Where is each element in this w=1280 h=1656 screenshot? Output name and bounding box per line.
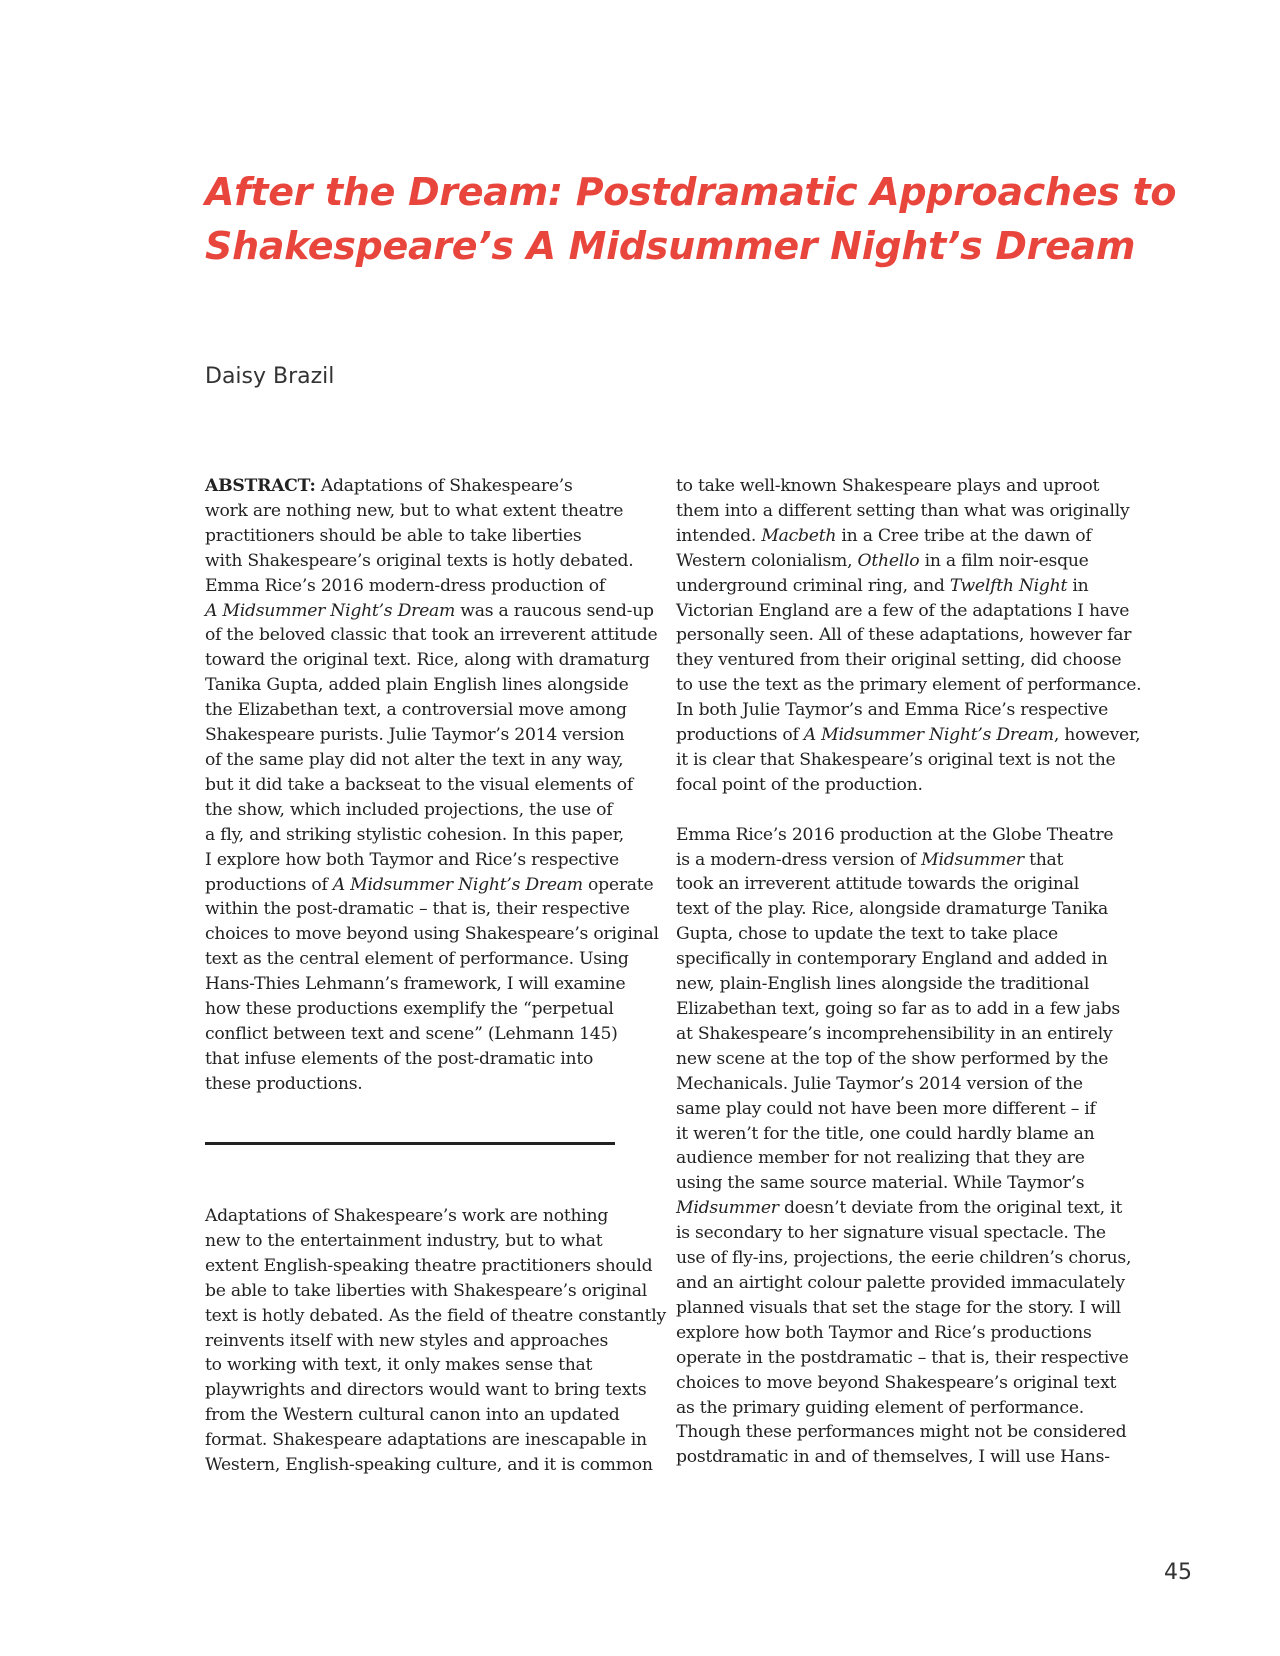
paragraph-gap	[676, 798, 1116, 823]
text-line: underground criminal ring, and Twelfth Night in	[676, 575, 1089, 596]
play-title: A Midsummer Night’s Dream	[205, 600, 456, 621]
text-line: Western, English-speaking culture, and it is common	[205, 1455, 653, 1476]
text-line: productions of A Midsummer Night’s Dream operate	[205, 874, 654, 895]
text-line: text of the play. Rice, alongside dramaturge Tanika	[676, 899, 1108, 920]
text-line: of the beloved classic that took an irreverent attitude	[205, 625, 658, 646]
play-title: Twelfth Night	[949, 575, 1068, 596]
body-left-column	[205, 1204, 666, 1478]
text-line: it weren’t for the title, one could hardly blame an	[676, 1123, 1095, 1144]
play-title: Midsummer	[921, 849, 1024, 870]
text-line: Gupta, chose to update the text to take place	[676, 924, 1058, 945]
text-line: choices to move beyond using Shakespeare’s original	[205, 924, 659, 945]
text-line: Western colonialism, Othello in a film noir-esque	[676, 550, 1089, 571]
text-line: practitioners should be able to take liberties	[205, 525, 582, 546]
text-line: but it did take a backseat to the visual elements of	[205, 774, 634, 795]
text-line: toward the original text. Rice, along with dramaturg	[205, 650, 650, 671]
text-line: new, plain-English lines alongside the traditional	[676, 974, 1090, 995]
text-line: Adaptations of Shakespeare’s work are nothing	[205, 1206, 609, 1226]
text-line: use of fly-ins, projections, the eerie children’s chorus,	[676, 1248, 1132, 1269]
text-line: conflict between text and scene” (Lehmann 145)	[205, 1023, 618, 1044]
text-line: them into a different setting than what was originally	[676, 500, 1130, 521]
text-line: Elizabethan text, going so far as to add in a few jabs	[676, 999, 1120, 1020]
body-right-column	[676, 474, 1142, 1470]
text-line: reinvents itself with new styles and approaches	[205, 1330, 609, 1351]
text-line: work are nothing new, but to what extent theatre	[205, 500, 624, 521]
text-line: format. Shakespeare adaptations are inescapable in	[205, 1430, 647, 1451]
text-line: focal point of the production.	[676, 774, 923, 795]
text-line: using the same source material. While Taymor’s	[676, 1173, 1085, 1194]
text-line: Midsummer doesn’t deviate from the original text, it	[676, 1198, 1123, 1219]
text-line: Emma Rice’s 2016 production at the Globe Theatre	[676, 824, 1114, 845]
text-line: new to the entertainment industry, but to what	[205, 1230, 603, 1251]
text-line: to use the text as the primary element of performance.	[676, 675, 1142, 696]
page-number: 45	[1164, 1560, 1192, 1585]
text-line: Though these performances might not be considered	[676, 1422, 1127, 1443]
text-line: intended. Macbeth in a Cree tribe at the dawn of	[676, 525, 1092, 546]
text-line: productions of A Midsummer Night’s Dream, however,	[676, 725, 1141, 746]
article-title	[205, 165, 1177, 273]
text-line: Victorian England are a few of the adaptations I have	[676, 600, 1130, 621]
text-line: at Shakespeare’s incomprehensibility in an entirely	[676, 1023, 1113, 1044]
abstract	[205, 474, 659, 1097]
text-line: Hans-Thies Lehmann’s framework, I will examine	[205, 974, 626, 995]
text-line: Tanika Gupta, added plain English lines alongside	[205, 675, 629, 696]
text-line: explore how both Taymor and Rice’s productions	[676, 1322, 1092, 1343]
abstract-label: ABSTRACT:	[205, 476, 316, 496]
text-line: audience member for not realizing that they are	[676, 1148, 1085, 1169]
text-line: it is clear that Shakespeare’s original text is not the	[676, 749, 1116, 770]
author-name: Daisy Brazil	[205, 364, 335, 389]
text-line: ABSTRACT: Adaptations of Shakespeare’s	[205, 476, 573, 496]
text-line: is a modern-dress version of Midsummer that	[676, 849, 1064, 870]
text-line: that infuse elements of the post-dramatic into	[205, 1048, 594, 1069]
text-line: is secondary to her signature visual spectacle. The	[676, 1223, 1106, 1244]
section-divider	[205, 1142, 615, 1145]
text-line: text as the central element of performance. Using	[205, 949, 629, 970]
text-line: Mechanicals. Julie Taymor’s 2014 version of the	[676, 1073, 1083, 1094]
text-line: to working with text, it only makes sense that	[205, 1355, 593, 1376]
title-line: Shakespeare’s A Midsummer Night’s Dream	[205, 224, 1136, 268]
text-line: as the primary guiding element of performance.	[676, 1397, 1085, 1418]
text-line: text is hotly debated. As the field of theatre constantly	[205, 1305, 666, 1326]
text-line: with Shakespeare’s original texts is hotly debated.	[205, 550, 634, 571]
play-title: A Midsummer Night’s Dream	[332, 874, 583, 895]
text-line: Emma Rice’s 2016 modern-dress production of	[205, 575, 605, 596]
text-line: A Midsummer Night’s Dream was a raucous send-up	[205, 600, 654, 621]
text-line: within the post-dramatic – that is, their respective	[205, 899, 630, 920]
text-line: the show, which included projections, the use of	[205, 799, 613, 820]
title-line: After the Dream: Postdramatic Approaches to	[205, 170, 1177, 214]
text-line: and an airtight colour palette provided immaculately	[676, 1272, 1125, 1293]
text-line: same play could not have been more different – if	[676, 1098, 1096, 1119]
text-line: these productions.	[205, 1073, 363, 1094]
play-title: Macbeth	[761, 525, 837, 546]
text-line: postdramatic in and of themselves, I will use Hans-	[676, 1447, 1110, 1468]
text-line: they ventured from their original setting, did choose	[676, 650, 1122, 671]
text-line: I explore how both Taymor and Rice’s respective	[205, 849, 619, 870]
text-line: new scene at the top of the show performed by the	[676, 1048, 1109, 1069]
text-line: a fly, and striking stylistic cohesion. In this paper,	[205, 824, 625, 845]
text-line: operate in the postdramatic – that is, their respective	[676, 1347, 1129, 1368]
text-line: playwrights and directors would want to bring texts	[205, 1380, 647, 1401]
text-line: took an irreverent attitude towards the original	[676, 874, 1079, 895]
text-line: be able to take liberties with Shakespeare’s original	[205, 1280, 648, 1301]
text-line: In both Julie Taymor’s and Emma Rice’s respective	[676, 700, 1109, 721]
text-line: choices to move beyond Shakespeare’s original text	[676, 1372, 1117, 1393]
text-line: how these productions exemplify the “perpetual	[205, 999, 614, 1020]
text-line: to take well-known Shakespeare plays and uproot	[676, 476, 1100, 496]
text-line: of the same play did not alter the text in any way,	[205, 749, 624, 770]
text-line: specifically in contemporary England and added in	[676, 949, 1108, 970]
text-line: from the Western cultural canon into an updated	[205, 1405, 620, 1426]
text-line: extent English-speaking theatre practitioners should	[205, 1255, 653, 1276]
play-title: Othello	[857, 550, 920, 571]
play-title: Midsummer	[676, 1198, 779, 1219]
text-line: Shakespeare purists. Julie Taymor’s 2014 version	[205, 725, 625, 746]
text-line: the Elizabethan text, a controversial move among	[205, 700, 627, 721]
text-line: planned visuals that set the stage for the story. I will	[676, 1297, 1121, 1318]
text-line: personally seen. All of these adaptations, however far	[676, 625, 1132, 646]
play-title: A Midsummer Night’s Dream	[803, 725, 1054, 746]
